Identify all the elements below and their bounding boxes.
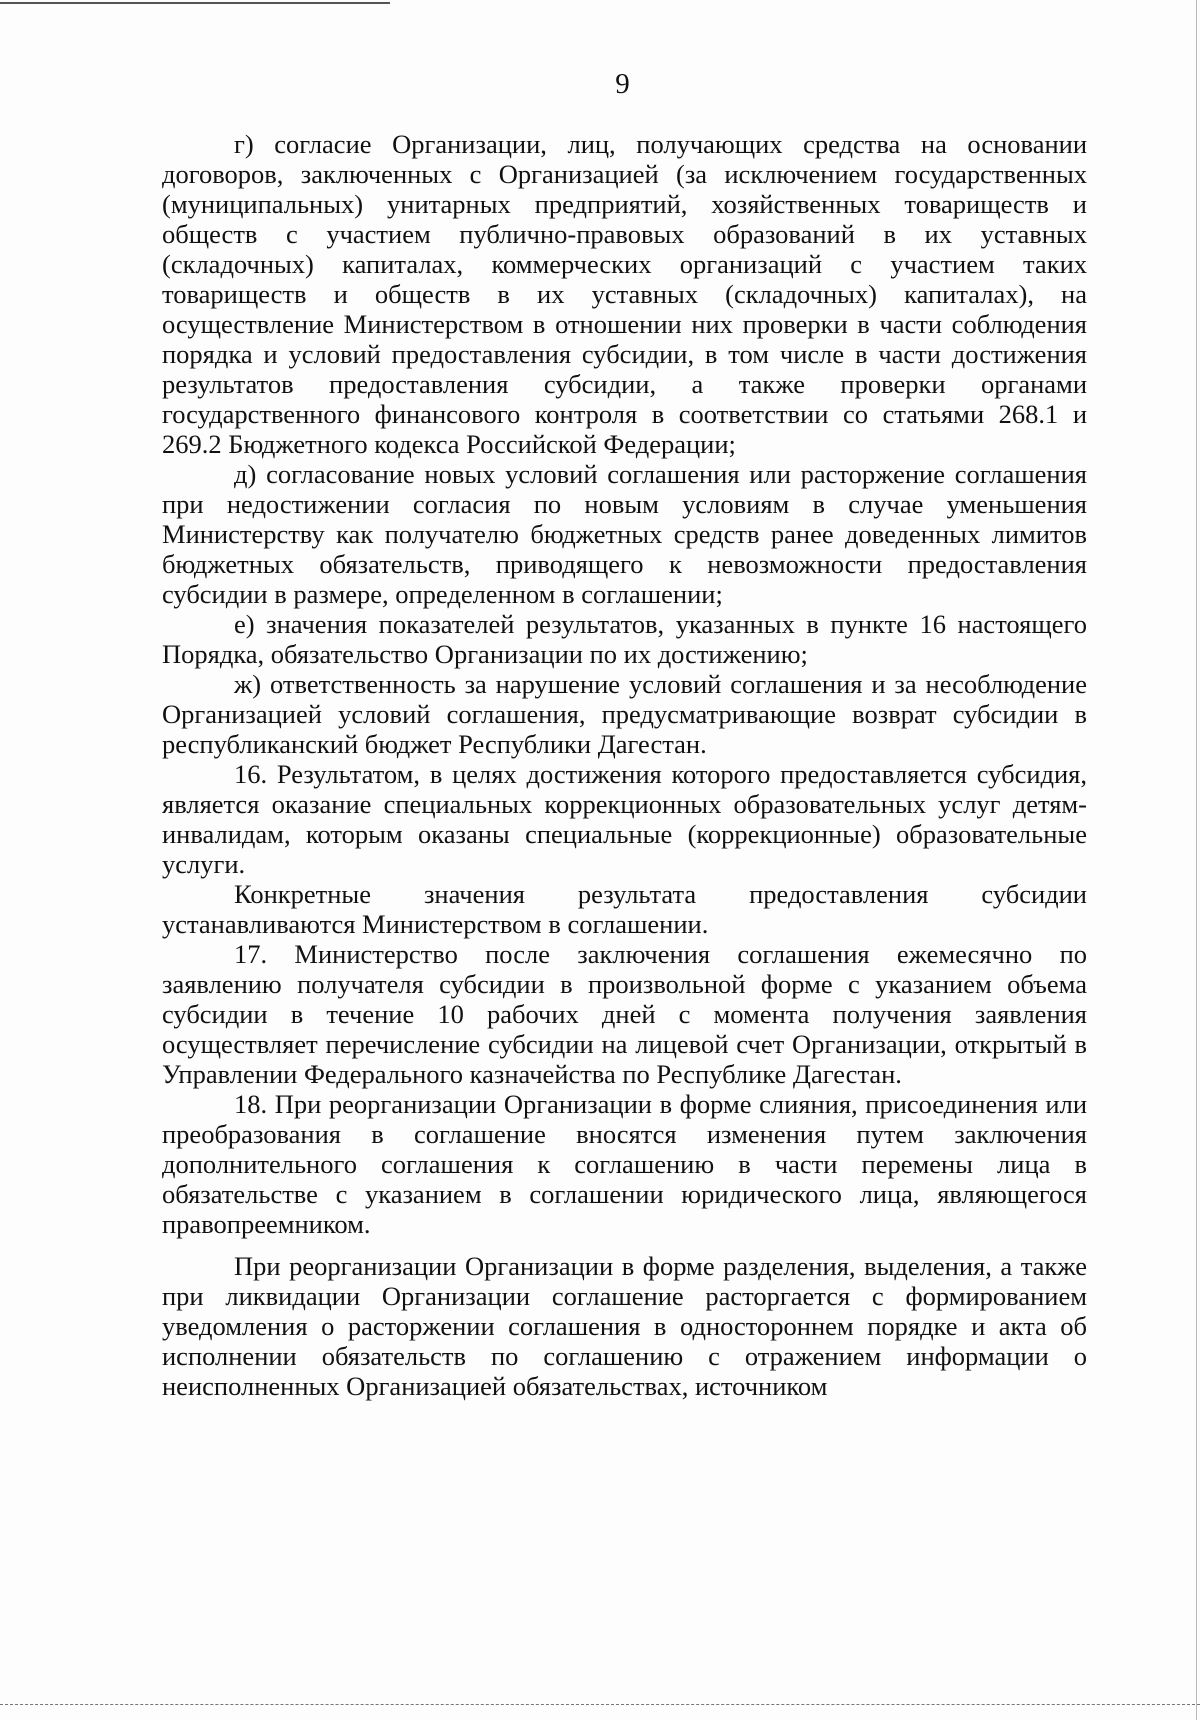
scan-edge-right bbox=[1196, 0, 1197, 1720]
paragraph-e: е) значения показателей результатов, указанных в пункте 16 настоящего Порядка, обязательство Организации по их достижению; bbox=[162, 609, 1087, 669]
paragraph-18: 18. При реорганизации Организации в форме слияния, присоединения или преобразования в соглашение вносятся изменения путем заключения дополнительного соглашения к соглашению в части перемены лица в обязательстве с указанием в соглашении юридического лица, являющегося правопреемником. bbox=[162, 1089, 1087, 1239]
paragraph-16-results: Конкретные значения результата предоставления субсидии устанавливаются Министерством в соглашении. bbox=[162, 879, 1087, 939]
paragraph-17: 17. Министерство после заключения соглашения ежемесячно по заявлению получателя субсидии в произвольной форме с указанием объема субсидии в течение 10 рабочих дней с момента получения заявления осуществляет перечисление субсидии на лицевой счет Организации, открытый в Управлении Федерального казначейства по Республике Дагестан. bbox=[162, 939, 1087, 1089]
paragraph-16: 16. Результатом, в целях достижения которого предоставляется субсидия, является оказание специальных коррекционных образовательных услуг детям-инвалидам, которым оказаны специальные (коррекционные) образовательные услуги. bbox=[162, 759, 1087, 879]
paragraph-g: г) согласие Организации, лиц, получающих средства на основании договоров, заключенных с Организацией (за исключением государственных (муниципальных) унитарных предприятий, хозяйственных товариществ и обществ с участием публично-правовых образований в их уставных (складочных) капиталах, коммерческих организаций с участием таких товариществ и обществ в их уставных (складочных) капиталах), на осуществление Министерством в отношении них проверки в части соблюдения порядка и условий предоставления субсидии, в том числе в части достижения результатов предоставления субсидии, а также проверки органами государственного финансового контроля в соответствии со статьями 268.1 и 269.2 Бюджетного кодекса Российской Федерации; bbox=[162, 129, 1087, 459]
paragraph-18-reorganization: При реорганизации Организации в форме разделения, выделения, а также при ликвидации Организации соглашение расторгается с формированием уведомления о расторжении соглашения в одностороннем порядке и акта об исполнении обязательств по соглашению с отражением информации о неисполненных Организацией обязательствах, источником bbox=[162, 1251, 1087, 1401]
scan-edge-top bbox=[0, 2, 390, 4]
paragraph-d: д) согласование новых условий соглашения или расторжение соглашения при недостижении согласия по новым условиям в случае уменьшения Министерству как получателю бюджетных средств ранее доведенных лимитов бюджетных обязательств, приводящего к невозможности предоставления субсидии в размере, определенном в соглашении; bbox=[162, 459, 1087, 609]
page-number: 9 bbox=[615, 68, 630, 100]
scan-edge-bottom bbox=[0, 1704, 1200, 1705]
paragraph-zh: ж) ответственность за нарушение условий соглашения и за несоблюдение Организацией условий соглашения, предусматривающие возврат субсидии в республиканский бюджет Республики Дагестан. bbox=[162, 669, 1087, 759]
document-body bbox=[162, 129, 1087, 1401]
